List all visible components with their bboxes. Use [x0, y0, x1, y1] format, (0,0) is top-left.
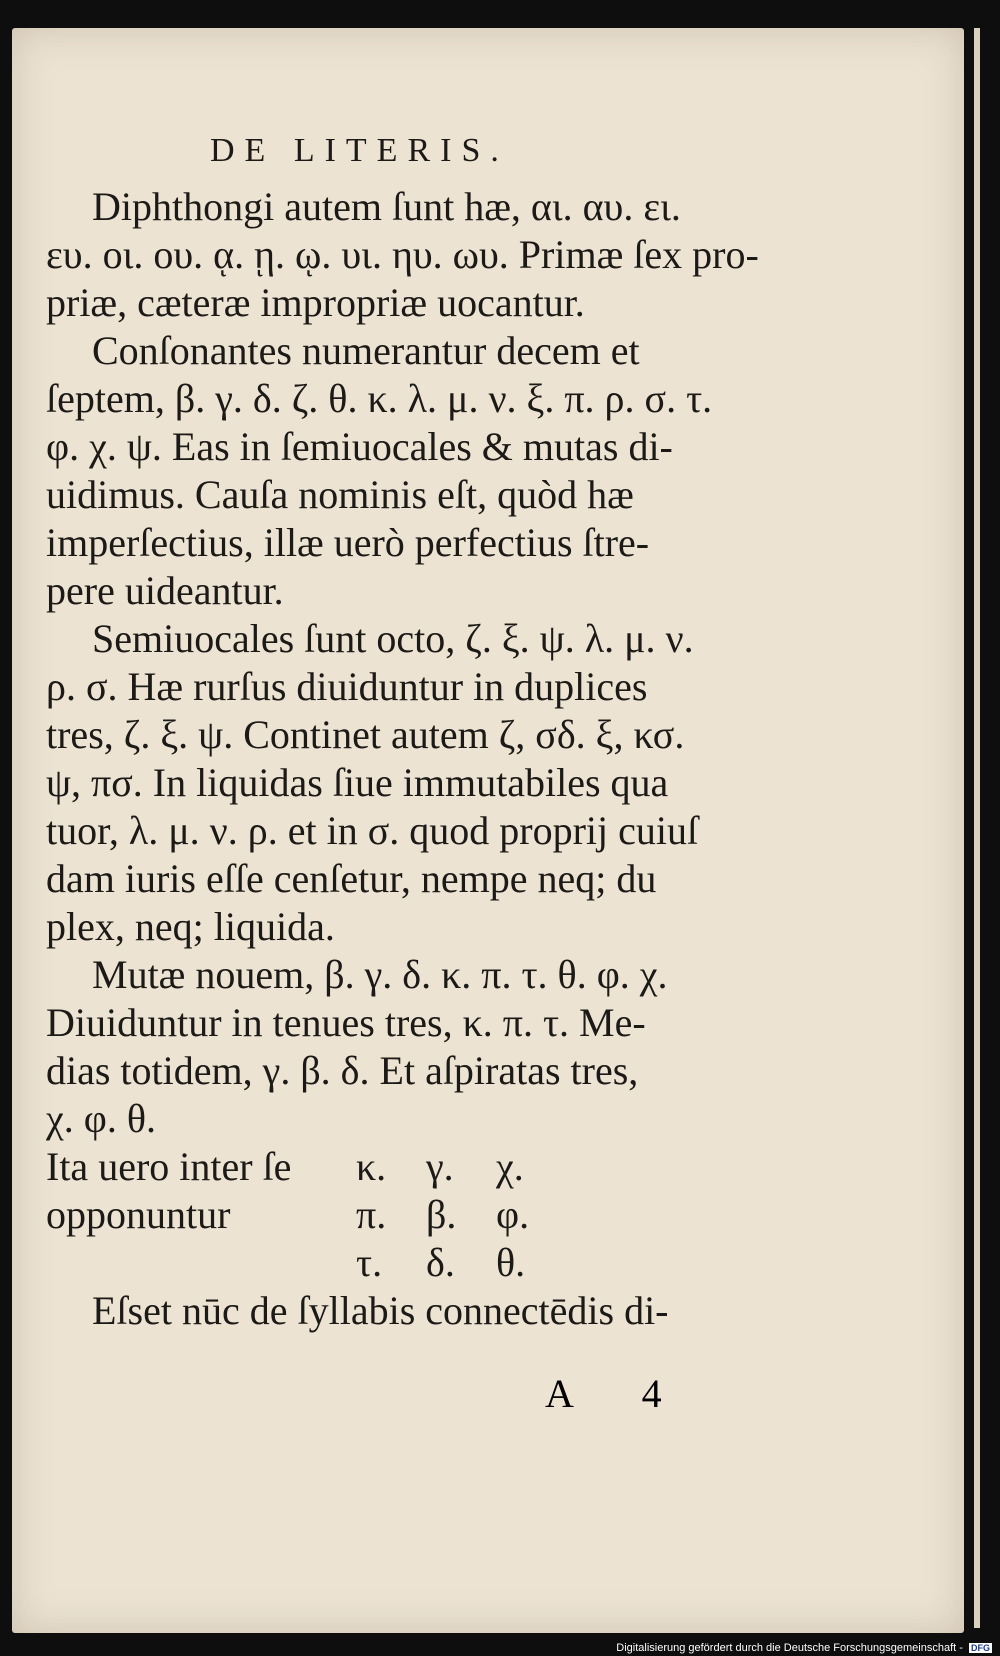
catchline: Eſset nūc de ſyllabis connectēdis di- — [92, 1288, 669, 1333]
text-line: Conſonantes numerantur decem et — [92, 328, 640, 373]
text-line: Mutæ nouem, β. γ. δ. κ. π. τ. θ. φ. χ. — [92, 952, 668, 997]
text-line: Diuiduntur in tenues tres, κ. π. τ. Me- — [46, 1000, 646, 1045]
text-line: ευ. οι. ου. ᾳ. ῃ. ῳ. υι. ηυ. ωυ. Primæ ſex pro- — [46, 232, 759, 277]
text-line: ſeptem, β. γ. δ. ζ. θ. κ. λ. μ. ν. ξ. π. ρ. σ. τ. — [46, 376, 713, 421]
table-label: Ita uero inter ſe — [46, 1144, 292, 1189]
page-edge — [974, 28, 980, 1628]
text-line: φ. χ. ψ. Eas in ſemiuocales & mutas di- — [46, 424, 673, 469]
text-line: ψ, πσ. In liquidas ſiue immutabiles qua — [46, 760, 669, 805]
table-cell: φ. — [496, 1192, 530, 1237]
table-label: opponuntur — [46, 1192, 231, 1237]
footer-credit — [616, 1642, 992, 1654]
text-line: ρ. σ. Hæ rurſus diuiduntur in duplices — [46, 664, 648, 709]
text-line: plex, neq; liquida. — [46, 904, 335, 949]
text-line: χ. φ. θ. — [46, 1096, 156, 1141]
text-line: Diphthongi autem ſunt hæ, αι. αυ. ει. — [92, 184, 681, 229]
table-cell: τ. — [356, 1240, 383, 1285]
running-head: DE LITERIS. — [210, 132, 509, 169]
text-line: dam iuris eſſe cenſetur, nempe neq; du — [46, 856, 657, 901]
table-cell: δ. — [426, 1240, 455, 1285]
table-cell: γ. — [426, 1144, 454, 1189]
table-cell: β. — [426, 1192, 457, 1237]
text-line: dias totidem, γ. β. δ. Et aſpiratas tres, — [46, 1048, 639, 1093]
text-line: uidimus. Cauſa nominis eſt, quòd hæ — [46, 472, 634, 517]
signature-mark: A 4 — [545, 1371, 692, 1416]
text-line: priæ, cæteræ impropriæ uocantur. — [46, 280, 585, 325]
text-line: imperſectius, illæ uerò perfectius ſtre- — [46, 520, 650, 565]
dfg-logo: DFG — [971, 1643, 990, 1653]
table-cell: π. — [356, 1192, 387, 1237]
table-cell: χ. — [496, 1144, 524, 1189]
text-line: pere uideantur. — [46, 568, 284, 613]
text-line: tuor, λ. μ. ν. ρ. et in σ. quod proprij cuiuſ — [46, 808, 699, 853]
text-line: tres, ζ. ξ. ψ. Continet autem ζ, σδ. ξ, κσ. — [46, 712, 685, 757]
footer-text: Digitalisierung gefördert durch die Deutsche Forschungsgemeinschaft - — [616, 1642, 963, 1654]
table-cell: κ. — [356, 1144, 387, 1189]
text-line: Semiuocales ſunt octo, ζ. ξ. ψ. λ. μ. ν. — [92, 616, 694, 661]
table-cell: θ. — [496, 1240, 526, 1285]
